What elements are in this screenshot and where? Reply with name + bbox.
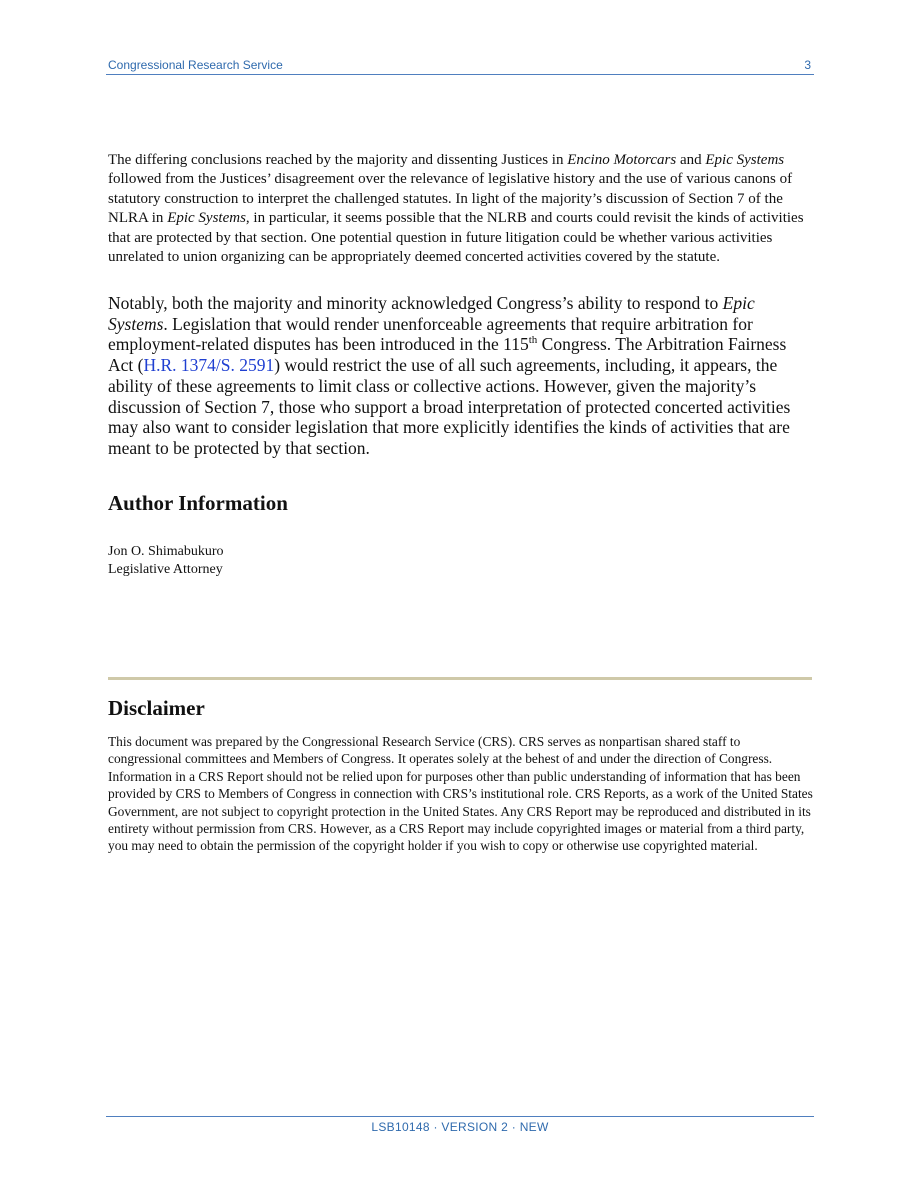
disclaimer-heading: Disclaimer (108, 696, 205, 720)
text-run: ) would restrict the use of all such agreements, including, it appears, the ability of these agreements to limit class or collective actions. However, given the majority’s discussion of Section 7, those who support a broad interpretation of protected concerted activities may also want to consider legislation that more explicitly identifies the kinds of activities that are meant to be protected by that section. (108, 355, 791, 458)
case-name-italic: Epic Systems (705, 152, 785, 168)
text-run: and (676, 152, 706, 168)
author-information-heading: Author Information (108, 491, 288, 515)
author-title: Legislative Attorney (108, 562, 223, 577)
page-number: 3 (804, 58, 811, 72)
body-paragraph-1 (108, 151, 808, 267)
running-header-title: Congressional Research Service (108, 58, 283, 72)
header-divider (106, 74, 814, 75)
text-run: The differing conclusions reached by the majority and dissenting Justices in (108, 152, 568, 168)
text-run: followed from the Justices’ disagreement over the relevance of legislative history and the use of various canons of statutory construction to interpret the challenged statutes. In light of the majority’s discussion of Section 7 of the NLRA in (108, 171, 793, 227)
text-run: , in particular, it seems possible that the NLRB and courts could revisit the kinds of activities that are protected by that section. One potential question in future litigation could be whether various activities unrelated to union organizing can be appropriately deemed concerted activities covered by the statute. (108, 210, 804, 266)
ordinal-superscript: th (528, 334, 538, 347)
footer-document-id: LSB10148 · VERSION 2 · NEW (371, 1120, 549, 1134)
text-run: . Legislation that would render unenforceable agreements that require arbitration for employment-related disputes has been introduced in the 115 (108, 313, 753, 355)
case-name-italic: Encino Motorcars (567, 152, 677, 168)
footer-divider (106, 1116, 814, 1117)
bill-link[interactable]: H.R. 1374/S. 2591 (143, 355, 275, 376)
case-name-italic: Epic Systems (108, 293, 755, 334)
disclaimer-divider (108, 677, 812, 680)
text-run: Notably, both the majority and minority acknowledged Congress’s ability to respond to (108, 293, 723, 313)
author-block (108, 543, 224, 579)
body-paragraph-2 (108, 293, 813, 459)
disclaimer-text: This document was prepared by the Congressional Research Service (CRS). CRS serves as nonpartisan shared staff to congressional committees and Members of Congress. It operates solely at the behest of and under the direction of Congress. Information in a CRS Report should not be relied upon for purposes other than public understanding of information that has been provided by CRS to Members of Congress in connection with CRS’s institutional role. CRS Reports, as a work of the United States Government, are not subject to copyright protection in the United States. Any CRS Report may be reproduced and distributed in its entirety without permission from CRS. However, as a CRS Report may include copyrighted images or material from a third party, you may need to obtain the permission of the copyright holder if you wish to copy or otherwise use copyrighted material. (108, 734, 813, 854)
case-name-italic: Epic Systems (167, 210, 246, 227)
author-name: Jon O. Shimabukuro (108, 544, 224, 559)
text-run: Congress. The Arbitration Fairness Act ( (108, 334, 787, 376)
